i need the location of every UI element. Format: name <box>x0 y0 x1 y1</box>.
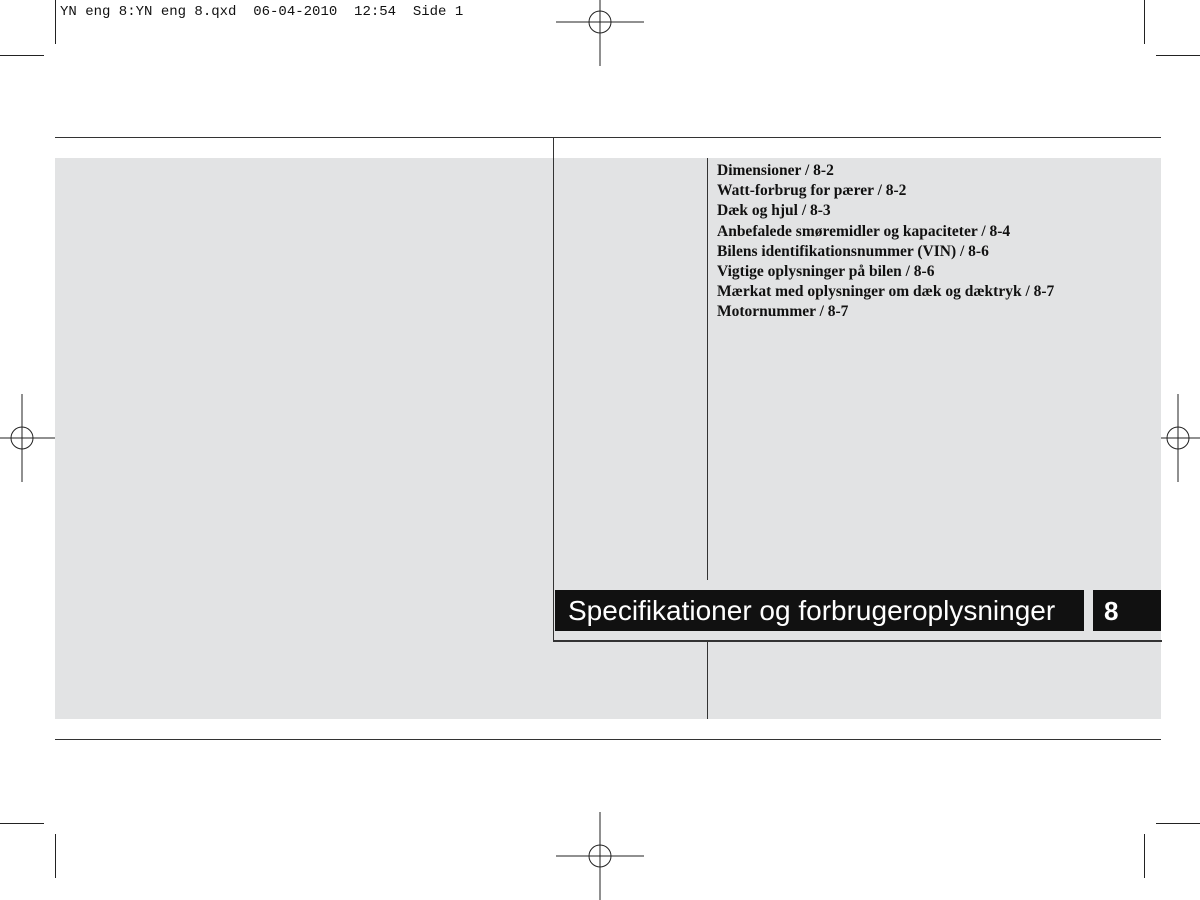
divider-toc-upper <box>707 158 708 580</box>
chapter-title: Specifikationer og forbrugeroplysninger <box>555 590 1084 631</box>
crop-mark-top-left-vertical <box>55 0 56 44</box>
bottom-rule <box>55 739 1161 740</box>
toc-item: Vigtige oplysninger på bilen / 8-6 <box>717 263 935 281</box>
top-rule <box>55 137 1161 138</box>
toc-item: Watt-forbrug for pærer / 8-2 <box>717 182 907 200</box>
registration-mark-icon <box>556 812 644 900</box>
print-slug-line: YN eng 8:YN eng 8.qxd 06-04-2010 12:54 Side 1 <box>60 4 464 20</box>
chapter-contents-list <box>717 161 1054 323</box>
toc-item: Mærkat med oplysninger om dæk og dæktryk / 8-7 <box>717 283 1055 301</box>
chapter-underline <box>553 640 1162 642</box>
crop-mark-top-right-horizontal <box>1156 55 1200 56</box>
crop-mark-bottom-left-vertical <box>55 834 56 878</box>
toc-item: Anbefalede smøremidler og kapaciteter / 8-4 <box>717 222 1011 240</box>
toc-item: Dæk og hjul / 8-3 <box>717 202 831 220</box>
toc-item: Motornummer / 8-7 <box>717 303 849 321</box>
divider-left <box>553 137 554 642</box>
toc-item: Bilens identifikationsnummer (VIN) / 8-6 <box>717 242 989 260</box>
registration-mark-icon <box>556 0 644 66</box>
crop-mark-bottom-right-horizontal <box>1156 823 1200 824</box>
chapter-number-tab: 8 <box>1093 590 1161 631</box>
crop-mark-top-left-horizontal <box>0 55 44 56</box>
crop-mark-bottom-left-horizontal <box>0 823 44 824</box>
crop-mark-top-right-vertical <box>1144 0 1145 44</box>
toc-item: Dimensioner / 8-2 <box>717 162 834 179</box>
divider-toc-lower <box>707 642 708 719</box>
crop-mark-bottom-right-vertical <box>1144 834 1145 878</box>
